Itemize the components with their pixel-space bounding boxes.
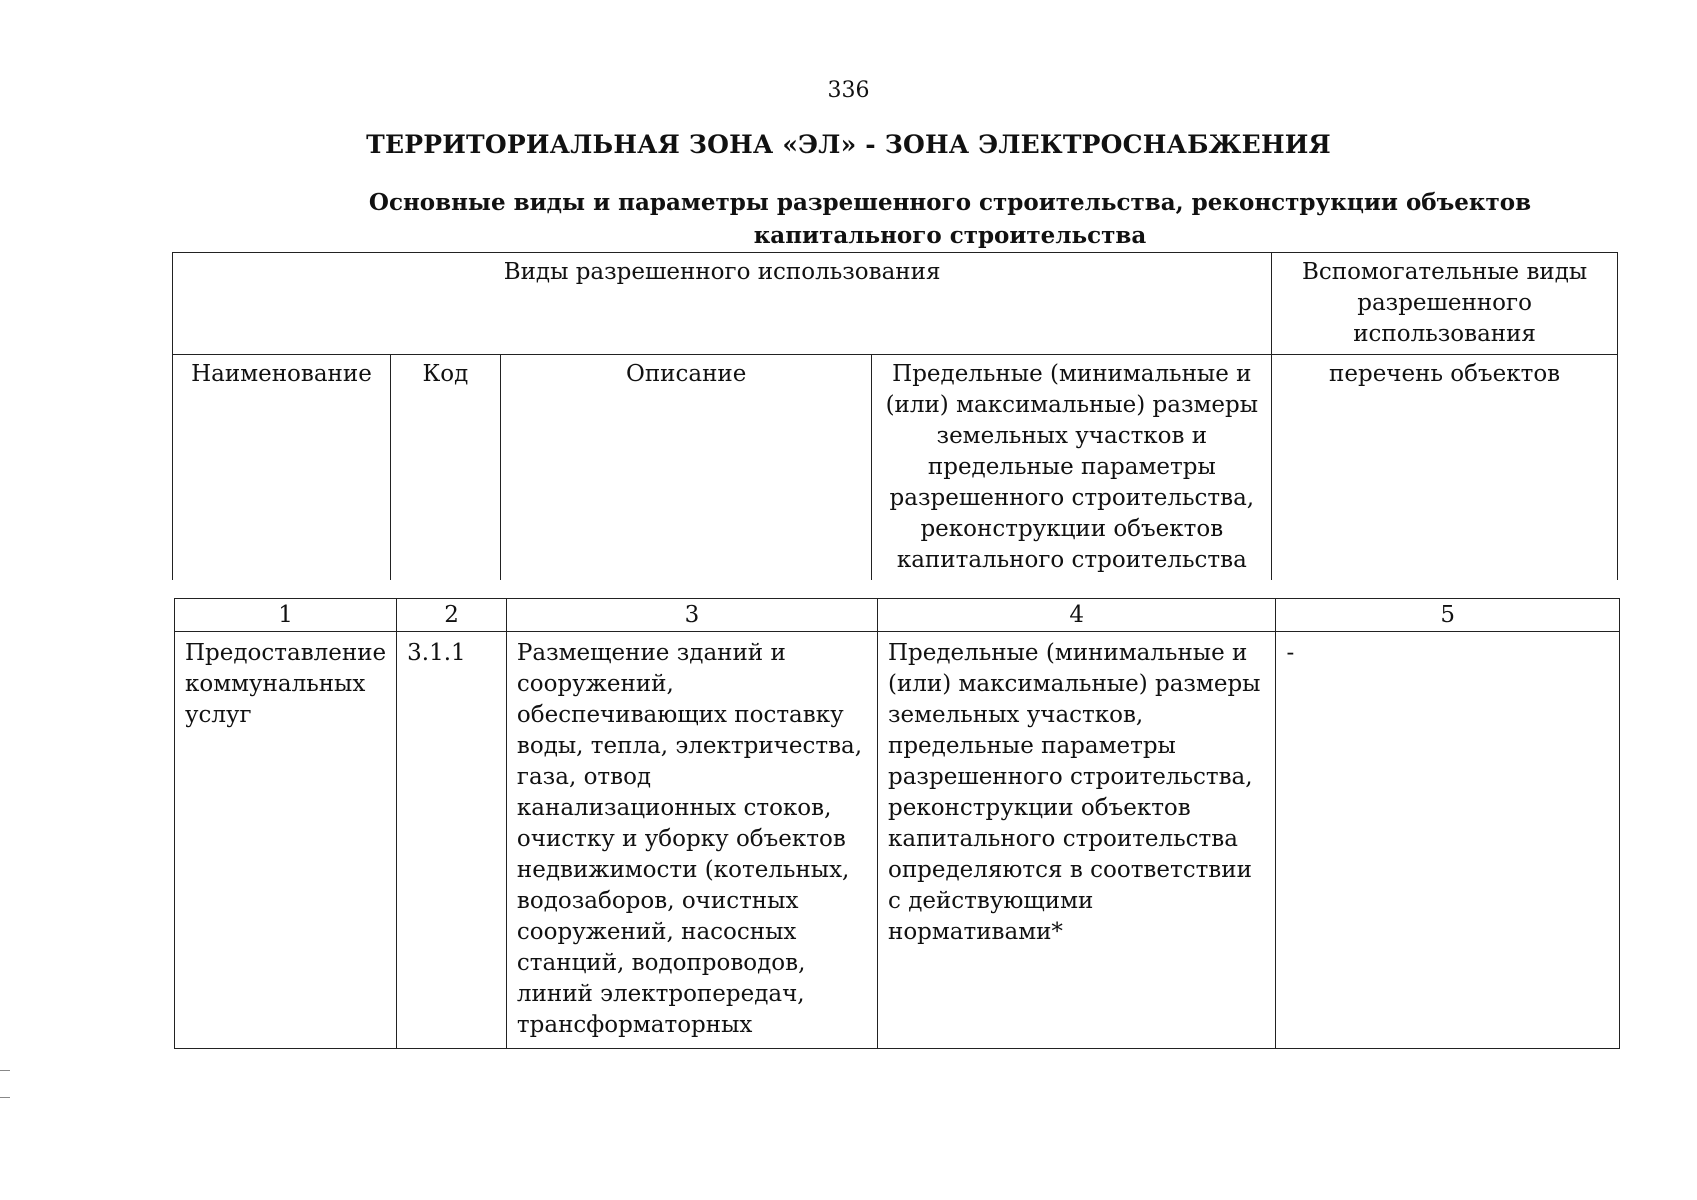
column-number: 4 xyxy=(878,599,1276,632)
section-subtitle: Основные виды и параметры разрешенного строительства, реконструкции объектов капитального строительства xyxy=(368,189,1532,249)
cell-code: 3.1.1 xyxy=(397,632,507,1049)
header-columns-row xyxy=(173,355,1618,581)
table-row xyxy=(175,632,1620,1049)
body-table xyxy=(174,598,1620,1049)
header-objects: перечень объектов xyxy=(1272,355,1618,581)
cell-parameters: Предельные (минимальные и (или) максимальные) размеры земельных участков, предельные параметры разрешенного строительства, реконструкции объектов капитального строительства определяются в соответствии с действующими нормативами* xyxy=(878,632,1276,1049)
header-table xyxy=(172,252,1618,580)
cell-name: Предоставление коммунальных услуг xyxy=(175,632,397,1049)
header-parameters: Предельные (минимальные и (или) максимальные) размеры земельных участков и предельные параметры разрешенного строительства, реконструкции объектов капитального строительства xyxy=(872,355,1272,581)
column-number: 5 xyxy=(1276,599,1620,632)
column-number: 3 xyxy=(506,599,877,632)
header-auxiliary-uses: Вспомогательные виды разрешенного использования xyxy=(1272,253,1618,355)
header-permitted-uses: Виды разрешенного использования xyxy=(173,253,1272,355)
header-name: Наименование xyxy=(173,355,391,581)
header-code: Код xyxy=(390,355,500,581)
column-number: 1 xyxy=(175,599,397,632)
page-number: 336 xyxy=(827,78,870,103)
column-number-row xyxy=(175,599,1620,632)
column-number: 2 xyxy=(397,599,507,632)
cell-objects: - xyxy=(1276,632,1620,1049)
header-group-row xyxy=(173,253,1618,355)
header-description: Описание xyxy=(500,355,872,581)
zone-title: ТЕРРИТОРИАЛЬНАЯ ЗОНА «ЭЛ» - ЗОНА ЭЛЕКТРОСНАБЖЕНИЯ xyxy=(366,130,1331,159)
cell-description: Размещение зданий и сооружений, обеспечивающих поставку воды, тепла, электричества, газа, отвод канализационных стоков, очистку и уборку объектов недвижимости (котельных, водозаборов, очистных сооружений, насосных станций, водопроводов, линий электропередач, трансформаторных xyxy=(506,632,877,1049)
scan-margin-mark xyxy=(0,1070,10,1098)
